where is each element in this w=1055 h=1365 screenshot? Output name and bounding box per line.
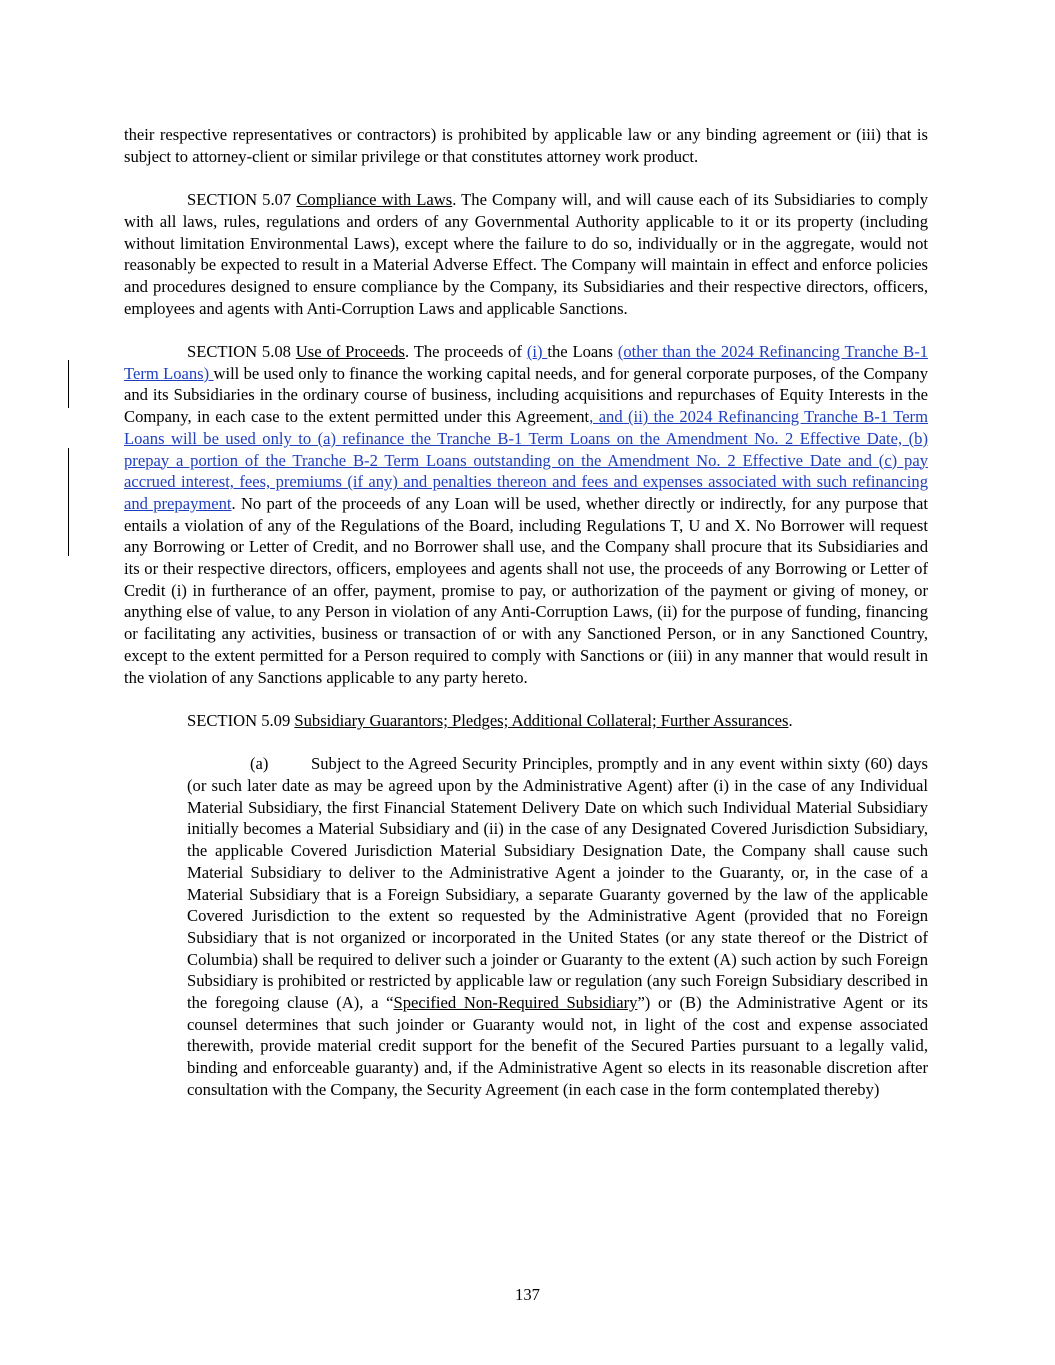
section-text: . — [788, 710, 793, 730]
page-number: 137 — [515, 1285, 540, 1304]
defined-term: Specified Non-Required Subsidiary — [393, 993, 638, 1013]
section-body: . The Company will, and will cause each of its Subsidiaries to comply with all laws, rules, regulations and orders of any Governmental Authority applicable to it or its property (including without limitation Environmental Laws), except where the failure to do so, individually or in the aggregate, would not reasonably be expected to result in a Material Adverse Effect. The Company will maintain in effect and enforce policies and procedures designed to ensure compliance by the Company, its Subsidiaries and their respective directors, officers, employees and agents with Anti-Corruption Laws and applicable Sanctions. — [124, 190, 928, 318]
section-text: . The proceeds of — [405, 342, 527, 361]
section-5-08 — [124, 341, 928, 688]
section-number: SECTION 5.08 — [187, 342, 296, 361]
paragraph-continuation: their respective representatives or contractors) is prohibited by applicable law or any binding agreement or (iii) that is subject to attorney-client or similar privilege or that constitutes attorney work product. — [124, 125, 928, 166]
subsection-text: Subject to the Agreed Security Principles, promptly and in any event within sixty (60) days (or such later date as may be agreed upon by the Administrative Agent) after (i) in the case of any Individual Material Subsidiary, the first Financial Statement Delivery Date on which such Individual Material Subsidiary initially becomes a Material Subsidiary and (ii) in the case of any Designated Covered Jurisdiction Subsidiary, the applicable Covered Jurisdiction Material Subsidiary Designation Date, the Company shall cause such Material Subsidiary to deliver to the Administrative Agent a joinder to the Guaranty, or, in the case of a Material Subsidiary that is a Foreign Subsidiary, a separate Guaranty governed by the law of the applicable Covered Jurisdiction to the extent so requested by the Administrative Agent (provided that no Foreign Subsidiary that is not organized or incorporated in the United States (or any state thereof or the District of Columbia) shall be required to deliver such a joinder or Guaranty to the extent (A) such action by such Foreign Subsidiary is prohibited or restricted by applicable law or regulation (any such Foreign Subsidiary described in the foregoing clause (A), a “ — [187, 754, 928, 1013]
subsection-a-text — [187, 753, 928, 1100]
subsection-a — [187, 753, 928, 1100]
section-title: Use of Proceeds — [295, 342, 406, 361]
inserted-text: , and (ii) the 2024 Refinancing Tranche B-1 Term Loans will be used only to (a) refinance the Tranche B-1 Term Loans on the Amendment No. 2 Effective Date, (b) prepay a portion of the Tranche B-2 Term Loans outstanding on the Amendment No. 2 Effective Date and (c) pay accrued interest, fees, premiums (if any) and penalties thereon and fees and expenses associated with such refinancing and prepayment — [124, 407, 928, 513]
inserted-text: (other than the 2024 Refinancing Tranche B-1 Term Loans) — [124, 342, 929, 383]
document-page — [124, 124, 928, 1101]
change-bar — [68, 448, 69, 556]
section-5-07 — [124, 189, 928, 319]
section-number: SECTION 5.09 — [187, 710, 295, 730]
section-text: . No part of the proceeds of any Loan will be used, whether directly or indirectly, for any purpose that entails a violation of any of the Regulations of the Board, including Regulations T, U and X. No Borrower will request any Borrowing or Letter of Credit, and no Borrower shall use, and the Company shall procure that its Subsidiaries and its or their respective directors, officers, employees and agents shall not use, the proceeds of any Borrowing or Letter of Credit (i) in furtherance of an offer, payment, promise to pay, or authorization of the payment or giving of money, or anything else of value, to any Person in violation of any Anti-Corruption Laws, (ii) for the purpose of funding, financing or facilitating any activities, business or transaction of or with any Sanctioned Person, or in any Sanctioned Country, except to the extent permitted for a Person required to comply with Sanctions or (iii) in any manner that would result in the violation of any Sanctions applicable to any party hereto. — [124, 493, 928, 687]
section-text: will be used only to finance the working capital needs, and for general corporate purposes, of the Company and its Subsidiaries in the ordinary course of business, including acquisitions and repurchases of Equity Interests in the Company, in each case to the extent permitted under this Agreement — [124, 363, 928, 427]
inserted-text: (i) — [526, 342, 548, 361]
change-bar — [68, 360, 69, 408]
section-number: SECTION 5.07 — [187, 190, 297, 210]
section-text: the Loans — [547, 342, 618, 361]
subsection-label: (a) — [250, 754, 269, 774]
subsection-text: ”) or (B) the Administrative Agent or its counsel determines that such joinder or Guaranty would not, in light of the cost and expense associated therewith, provide material credit support for the benefit of the Secured Parties pursuant to a legally valid, binding and enforceable guaranty) and, if the Administrative Agent so elects in its reasonable discretion after consultation with the Company, the Security Agreement (in each case in the form contemplated thereby) — [187, 993, 928, 1099]
section-title: Compliance with Laws — [296, 190, 453, 210]
section-5-09 — [124, 710, 928, 732]
section-title: Subsidiary Guarantors; Pledges; Additional Collateral; Further Assurances — [294, 710, 789, 730]
